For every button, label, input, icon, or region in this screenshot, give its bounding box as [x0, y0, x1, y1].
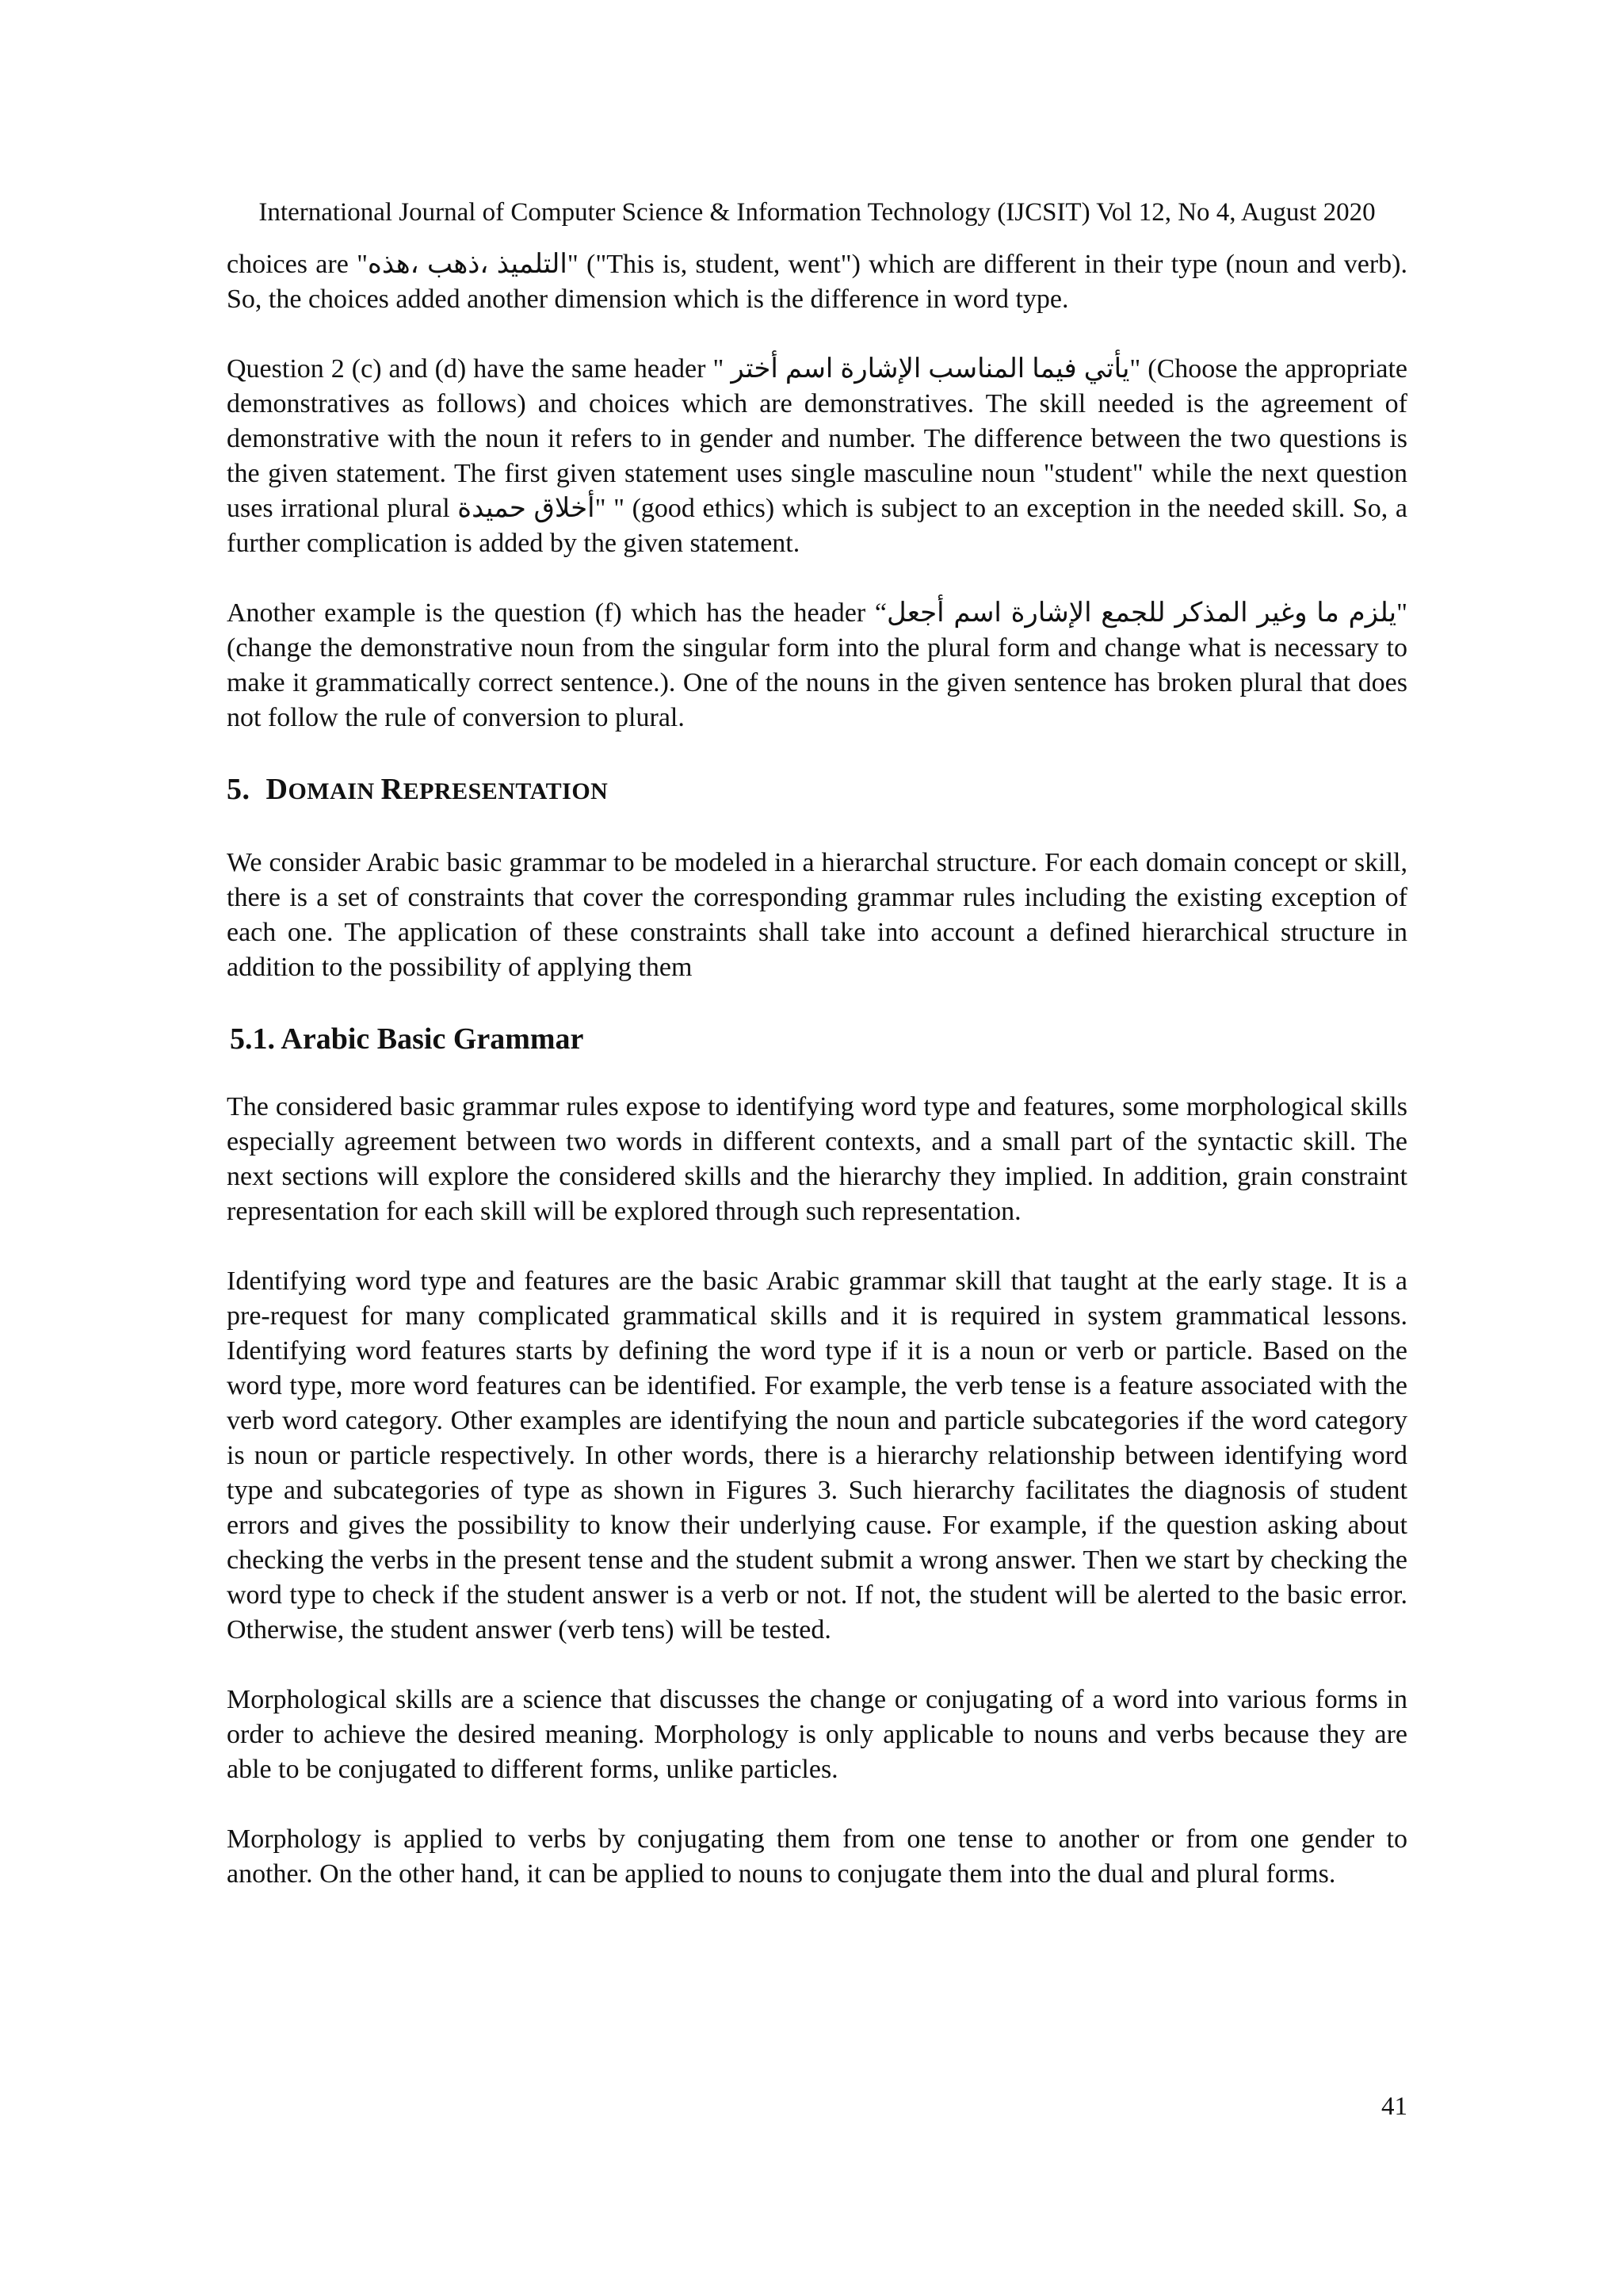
page-number: 41 — [1381, 2092, 1407, 2121]
paragraph-choices: choices are "التلميذ ،ذهب ،هذه" ("This is, student, went") which are different in their type (noun and verb). So, the choices added another dimension which is the difference in word type. — [227, 250, 1407, 314]
paragraph-question-2: Question 2 (c) and (d) have the same header " يأتي فيما المناسب الإشارة اسم أختر" (Choose the appropriate demonstratives as follows) and choices which are demonstratives. The skill needed is the agreement of demonstrative with the noun it refers to in gender and number. The difference between the two questions is the given statement. The first given statement uses single masculine noun "student" while the next question uses irrational plural أخلاق حميدة" " (good ethics) which is subject to an exception in the needed skill. So, a further complication is added by the given statement. — [227, 354, 1408, 558]
subsection-heading-arabic-basic-grammar: 5.1. Arabic Basic Grammar — [230, 1022, 584, 1056]
paragraph-word-type: Identifying word type and features are the basic Arabic grammar skill that taught at the early stage. It is a pre-request for many complicated grammatical skills and it is required in system grammatical lessons. Identifying word features starts by defining the word type if it is a noun or verb or particle. Based on the word type, more word features can be identified. For example, the verb tense is a feature associated with the verb word category. Other examples are identifying the noun and particle subcategories if the word category is noun or particle respectively. In other words, there is a hierarchy relationship between identifying word type and subcategories of type as shown in Figures 3. Such hierarchy facilitates the diagnosis of student errors and gives the possibility to know their underlying cause. For example, if the question asking about checking the verbs in the present tense and the student submit a wrong answer. Then we start by checking the word type to check if the student answer is a verb or not. If not, the student will be alerted to the basic error. Otherwise, the student answer (verb tens) will be tested. — [227, 1266, 1407, 1645]
paragraph-domain-intro: We consider Arabic basic grammar to be modeled in a hierarchal structure. For each domain concept or skill, there is a set of constraints that cover the corresponding grammar rules including the existing exception of each one. The application of these constraints shall take into account a defined hierarchical structure in addition to the possibility of applying them — [227, 848, 1407, 982]
section-title-initial-2: R — [380, 773, 403, 806]
section-heading-domain-representation — [227, 770, 1407, 811]
paragraph-question-f: Another example is the question (f) which has the header “يلزم ما وغير المذكر للجمع الإشارة اسم أجعل" (change the demonstrative noun from the singular form into the plural form and change what is necessary to make it grammatically correct sentence.). One of the nouns in the given sentence has broken plural that does not follow the rule of conversion to plural. — [227, 598, 1407, 732]
section-title-rest-1: OMAIN — [288, 778, 381, 804]
paragraph-grammar-rules: The considered basic grammar rules expose to identifying word type and features, some morphological skills especially agreement between two words in different contexts, and a small part of the syntactic skill. The next sections will explore the considered skills and the hierarchy they implied. In addition, grain constraint representation for each skill will be explored through such representation. — [227, 1092, 1407, 1226]
paragraph-morphological-skills: Morphological skills are a science that discusses the change or conjugating of a word into various forms in order to achieve the desired meaning. Morphology is only applicable to nouns and verbs because they are able to be conjugated to different forms, unlike particles. — [227, 1685, 1407, 1784]
section-number: 5. — [227, 773, 250, 806]
body-text — [227, 247, 1407, 1927]
section-title-rest-2: EPRESENTATION — [403, 778, 609, 804]
running-header: International Journal of Computer Science & Information Technology (IJCSIT) Vol 12, No 4, August 2020 — [258, 198, 1376, 227]
section-title-initial-1: D — [265, 773, 288, 806]
paragraph-morphology-verbs: Morphology is applied to verbs by conjugating them from one tense to another or from one gender to another. On the other hand, it can be applied to nouns to conjugate them into the dual and plural forms. — [227, 1824, 1407, 1889]
